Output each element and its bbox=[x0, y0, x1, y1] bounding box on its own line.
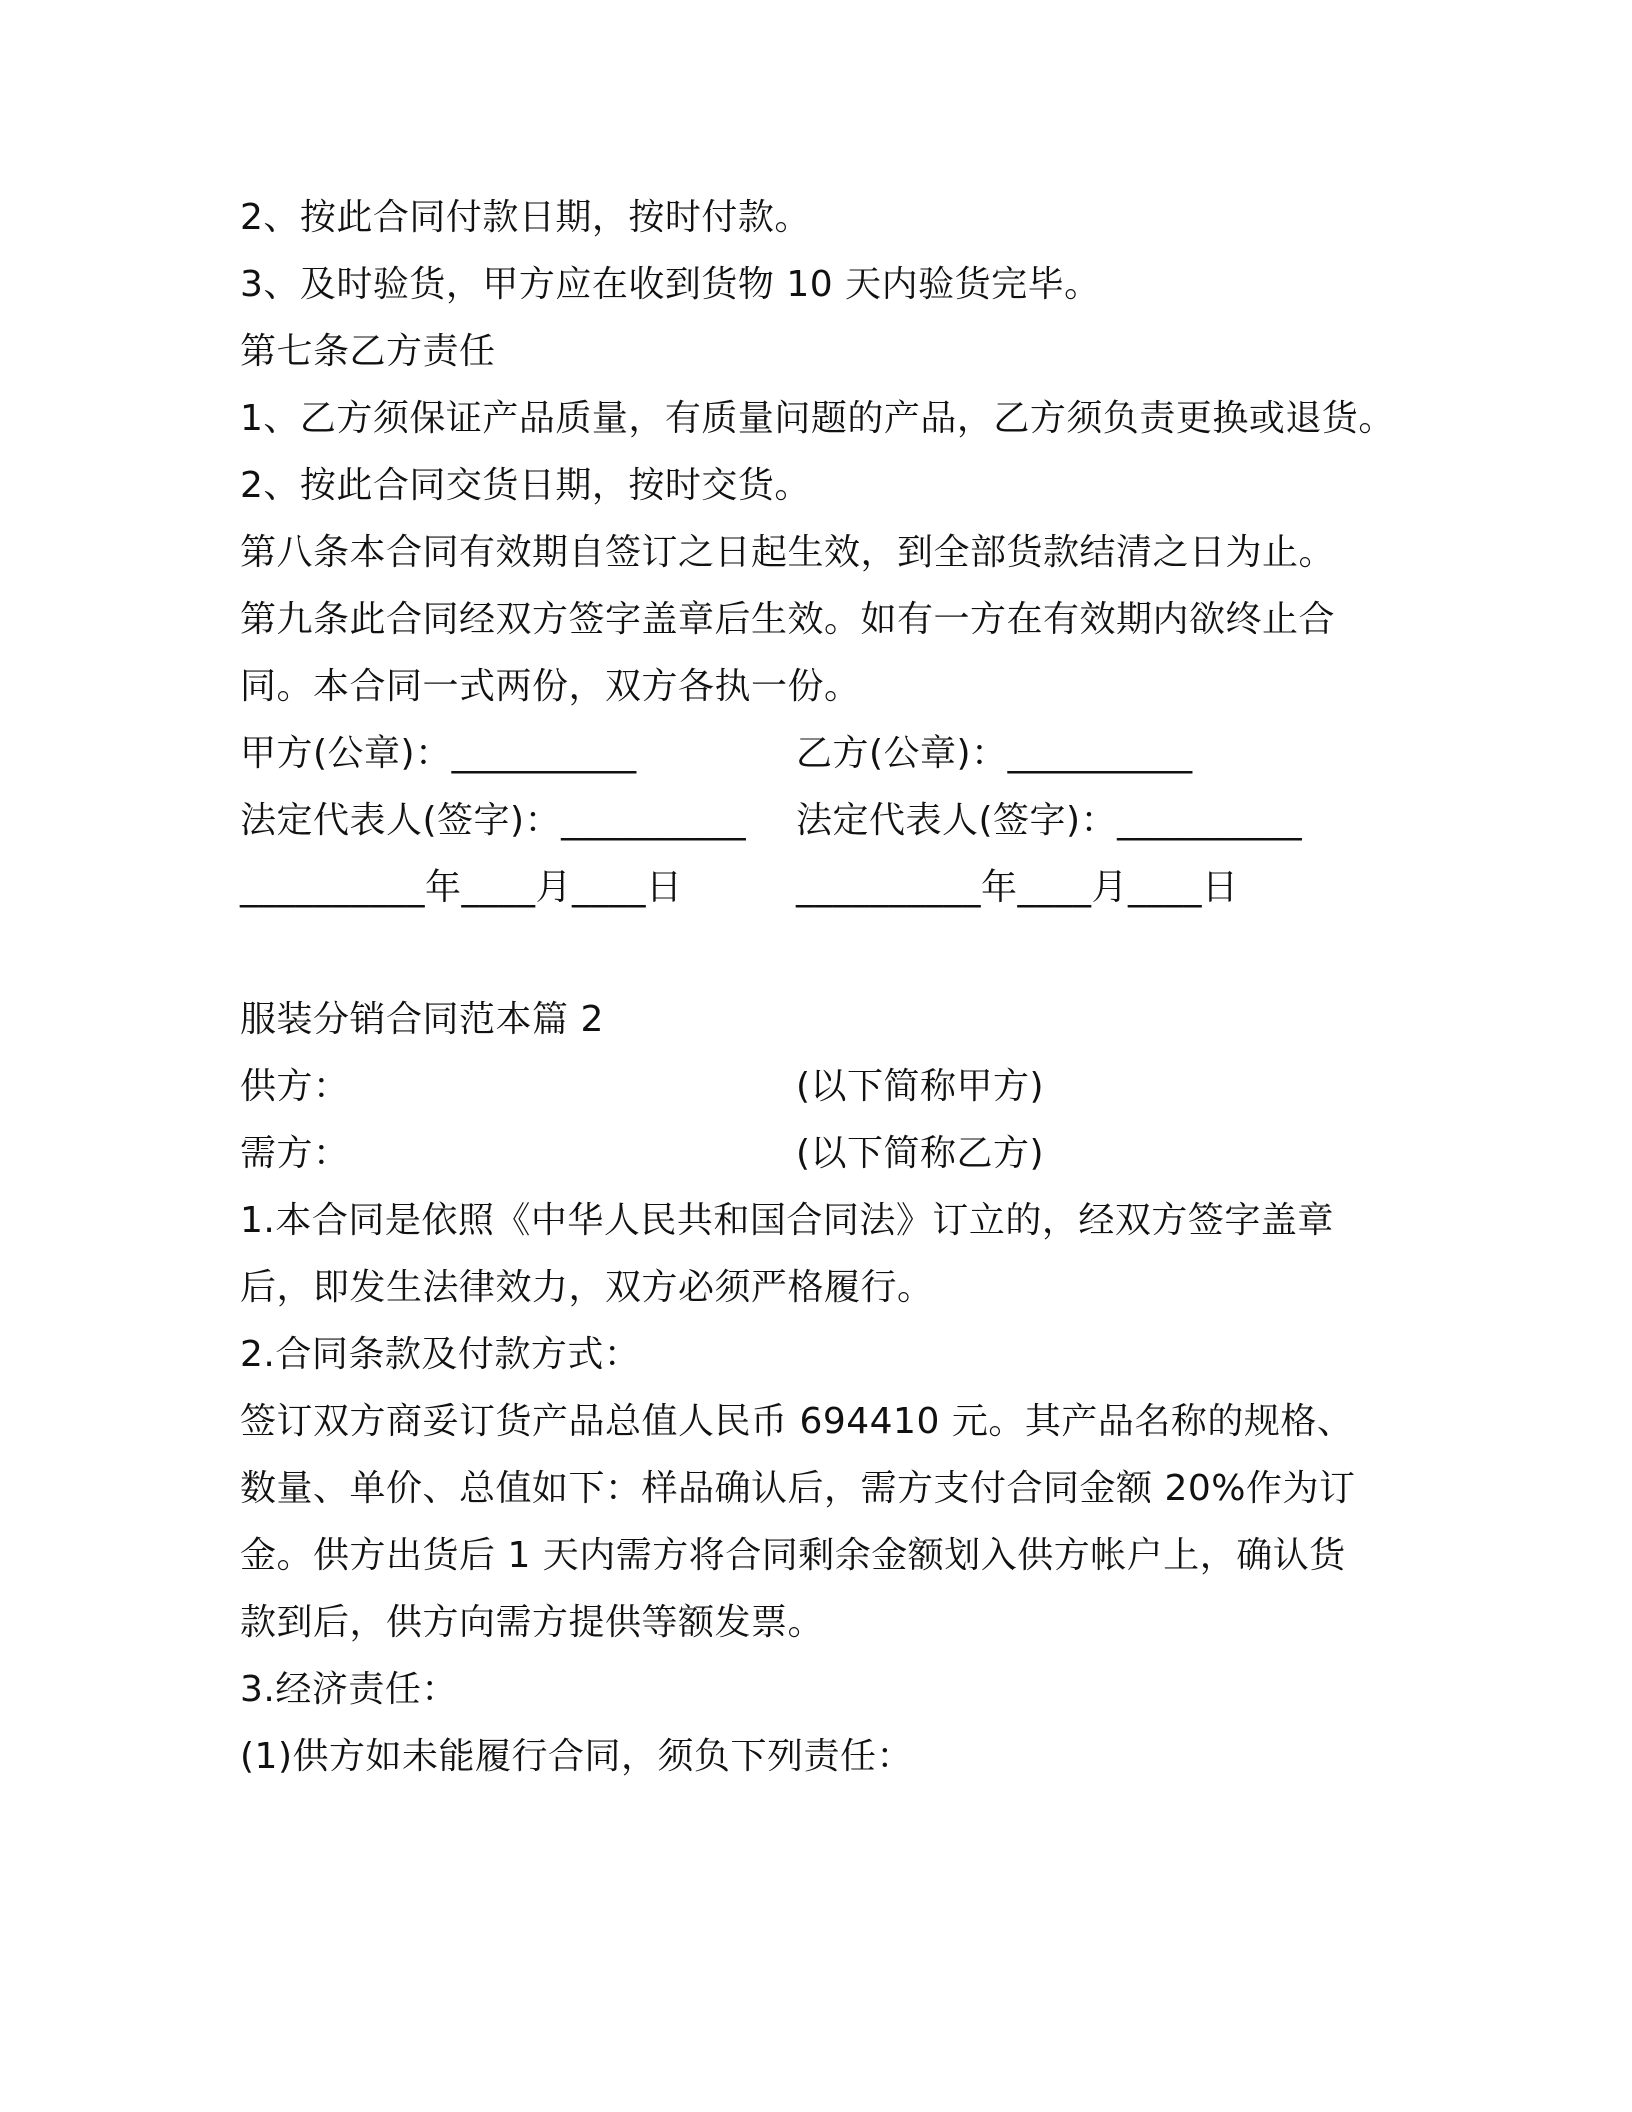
clause-line: 数量、单价、总值如下：样品确认后，需方支付合同金额 20%作为订 bbox=[240, 1468, 1356, 1509]
supplier-note: (以下简称甲方) bbox=[796, 1066, 1045, 1107]
clause-line: 第九条此合同经双方签字盖章后生效。如有一方在有效期内欲终止合 bbox=[240, 599, 1336, 640]
buyer-note: (以下简称乙方) bbox=[796, 1133, 1045, 1174]
article-heading: 第七条乙方责任 bbox=[240, 331, 496, 372]
clause-line: 2、按此合同付款日期，按时付款。 bbox=[240, 197, 811, 238]
party-b-date: __________年____月____日 bbox=[796, 867, 1239, 908]
buyer-label: 需方： bbox=[240, 1133, 350, 1174]
clause-line: 2、按此合同交货日期，按时交货。 bbox=[240, 465, 811, 506]
clause-line: 签订双方商妥订货产品总值人民币 694410 元。其产品名称的规格、 bbox=[240, 1401, 1354, 1442]
clause-line: 第八条本合同有效期自签订之日起生效，到全部货款结清之日为止。 bbox=[240, 532, 1336, 573]
clause-line: 金。供方出货后 1 天内需方将合同剩余金额划入供方帐户上，确认货 bbox=[240, 1535, 1346, 1576]
party-a-representative: 法定代表人(签字)：__________ bbox=[240, 800, 747, 841]
clause-line: 款到后，供方向需方提供等额发票。 bbox=[240, 1602, 825, 1643]
clause-line: 3、及时验货，甲方应在收到货物 10 天内验货完毕。 bbox=[240, 264, 1101, 305]
party-a-seal: 甲方(公章)：__________ bbox=[240, 733, 637, 774]
clause-line: 同。本合同一式两份，双方各执一份。 bbox=[240, 666, 861, 707]
clause-heading: 2.合同条款及付款方式： bbox=[240, 1334, 641, 1375]
clause-line: 1、乙方须保证产品质量，有质量问题的产品，乙方须负责更换或退货。 bbox=[240, 398, 1395, 439]
clause-line: (1)供方如未能履行合同，须负下列责任： bbox=[240, 1736, 913, 1777]
party-b-representative: 法定代表人(签字)：__________ bbox=[796, 800, 1303, 841]
clause-line: 1.本合同是依照《中华人民共和国合同法》订立的，经双方签字盖章 bbox=[240, 1200, 1334, 1241]
party-a-date: __________年____月____日 bbox=[240, 867, 683, 908]
clause-heading: 3.经济责任： bbox=[240, 1669, 458, 1710]
supplier-label: 供方： bbox=[240, 1066, 350, 1107]
section-title: 服装分销合同范本篇 2 bbox=[240, 999, 604, 1040]
clause-line: 后，即发生法律效力，双方必须严格履行。 bbox=[240, 1267, 934, 1308]
party-b-seal: 乙方(公章)：__________ bbox=[796, 733, 1193, 774]
